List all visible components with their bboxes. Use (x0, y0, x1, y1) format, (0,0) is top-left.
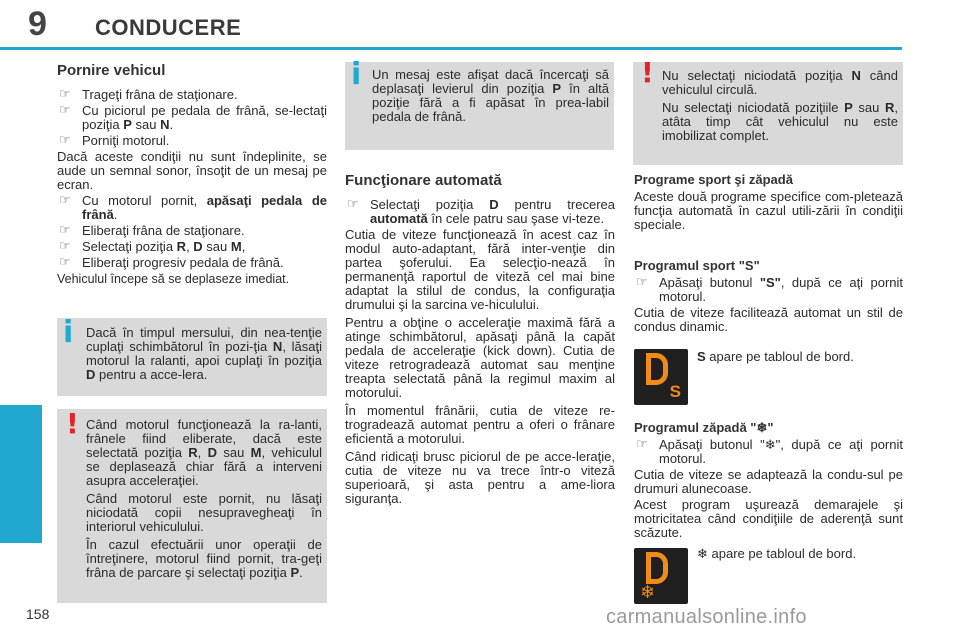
info-box-park (345, 57, 614, 150)
chapter-number: 9 (28, 5, 47, 43)
final-text: Vehiculul începe să se deplaseze imediat. (57, 272, 290, 286)
watermark: carmanualsonline.info (606, 606, 807, 628)
info-icon: i (351, 57, 362, 92)
hand-pointer-icon: ☞ (59, 254, 71, 269)
warning-box-neutral (633, 56, 903, 165)
snow-display-caption: ❄ apare pe tabloul de bord. (697, 546, 857, 561)
hand-pointer-icon: ☞ (59, 238, 71, 253)
sport-indicator: S (669, 382, 681, 401)
sport-program-title: Programul sport "S" (634, 258, 760, 273)
dashboard-snow-display (634, 548, 688, 604)
gear-d-indicator-icon (646, 552, 668, 584)
warning-text-2: Când motorul este pornit, nu lăsaţi niciodată copii nesupravegheaţi în interiorul vehiculului. (86, 491, 322, 534)
section-title-start: Pornire vehicul (57, 62, 166, 79)
info-text: Dacă în timpul mersului, din nea-tenţie cuplaţi schimbătorul în pozi-ţia N, lăsaţi motorul la ralanti, apoi cuplaţi în poziţia D pentru a acce-lera. (86, 325, 322, 382)
start-steps-list-2 (57, 194, 327, 270)
list-item: ☞ Cu motorul pornit, apăsaţi pedala de frână. (59, 192, 327, 222)
column-automatic (345, 172, 615, 506)
chapter-side-tab (0, 405, 42, 543)
info-box-neutral (57, 315, 327, 396)
warning-text-1: Nu selectaţi niciodată poziţia N când vehiculul circulă. (662, 68, 898, 97)
list-item: ☞ Selectaţi poziţia D pentru trecerea automată în cele patru sau şase vi-teze. (347, 196, 615, 226)
header-rule (0, 47, 902, 50)
list-item: ☞ Apăsaţi butonul "❄", după ce aţi pornit motorul. (636, 436, 903, 466)
list-item: ☞ Selectaţi poziţia R, D sau M, (59, 238, 246, 254)
paragraph: În momentul frânării, cutia de viteze re-trogradează automat pentru a oferi o frânare eficientă a motorului. (345, 403, 615, 446)
hand-pointer-icon: ☞ (59, 192, 71, 207)
snow-program-text-2: Acest program uşurează demarajele şi motricitatea când condiţiile de aderenţă sunt scăzute. (634, 497, 903, 540)
condition-text: Dacă aceste condiţii nu sunt îndeplinite, se aude un semnal sonor, însoţit de un mesaj pe ecran. (57, 149, 327, 192)
list-item: ☞ Trageţi frâna de staţionare. (59, 86, 238, 102)
list-item: ☞ Eliberaţi frâna de staţionare. (59, 222, 245, 238)
info-icon: i (63, 315, 74, 350)
sport-display-caption: S apare pe tabloul de bord. (697, 349, 854, 364)
sport-steps-list (634, 276, 903, 304)
snow-program-section (634, 420, 903, 540)
warning-text-2: Nu selectaţi niciodată poziţiile P sau R, atâta timp cât vehiculul nu este imobilizat complet. (662, 100, 899, 143)
snow-program-text-1: Cutia de viteze se adaptează la condu-sul pe drumuri alunecoase. (634, 467, 903, 496)
warning-text-3: În cazul efectuării unor operaţii de întreţinere, motorul fiind pornit, tra-geţi frâna de parcare şi selectaţi poziţia P. (86, 537, 322, 580)
start-steps-list (57, 88, 327, 148)
warning-icon: ! (66, 407, 79, 440)
paragraph: Cutia de viteze funcţionează în acest caz în modul auto-adaptant, fără inter-venţie din partea şoferului. Ea selecţio-nează în permanenţă raportul de viteză cel mai bine adaptat la stilul de condus, la configuraţia drumului şi la sarcina ve-hiculului. (345, 227, 615, 312)
programs-text: Aceste două programe specifice com-pletează funcţia automată în cazul utili-zării în condiţii speciale. (634, 189, 903, 232)
warning-box-idle (57, 409, 327, 603)
list-item: ☞ Eliberaţi progresiv pedala de frână. (59, 254, 284, 270)
warning-text-1: Când motorul funcţionează la ra-lanti, frânele fiind eliberate, dacă este selectată poziţia R, D sau M, vehiculul se deplasează chiar fără a interveni asupra acceleraţiei. (86, 417, 323, 488)
sport-program-section (634, 258, 903, 334)
column-start-vehicle (57, 62, 327, 286)
list-item: ☞ Porniţi motorul. (59, 132, 170, 148)
hand-pointer-icon: ☞ (59, 102, 71, 117)
sport-program-text: Cutia de viteze facilitează automat un stil de condus dinamic. (634, 305, 903, 334)
list-item: ☞ Cu piciorul pe pedala de frână, se-lectaţi poziţia P sau N. (59, 102, 327, 132)
info-text: Un mesaj este afişat dacă încercaţi să deplasaţi levierul din poziţia P în altă poziţie fără a fi apăsat în prea-labil pedala de frână. (372, 67, 609, 124)
snow-steps-list (634, 438, 903, 466)
snowflake-icon: ❄ (640, 582, 656, 602)
programs-title: Programe sport şi zăpadă (634, 172, 793, 187)
dashboard-sport-display (634, 349, 688, 405)
paragraph: Pentru a obţine o acceleraţie maximă fără a atinge schimbătorul, apăsaţi până la capăt pedala de acceleraţie (kick down). Cutia de viteze retrogradează automat sau menţine treapta selectată până la regimul maxim al motorului. (345, 315, 615, 400)
column-programs (634, 172, 903, 232)
hand-pointer-icon: ☞ (636, 274, 648, 289)
hand-pointer-icon: ☞ (59, 86, 71, 101)
list-item: ☞ Apăsaţi butonul "S", după ce aţi pornit motorul. (636, 274, 903, 304)
hand-pointer-icon: ☞ (347, 196, 359, 211)
section-title-automatic: Funcţionare automată (345, 172, 502, 189)
chapter-title: CONDUCERE (95, 15, 242, 40)
gear-d-indicator-icon (646, 353, 668, 385)
snow-program-title: Programul zăpadă "❄" (634, 420, 774, 435)
warning-icon: ! (641, 56, 654, 89)
paragraph: Când ridicaţi brusc piciorul de pe acce-leraţie, cutia de viteze nu va trece într-o viteză superioară, şi asta pentru a ame-liora siguranţa. (345, 449, 615, 506)
hand-pointer-icon: ☞ (59, 132, 71, 147)
automatic-steps-list (345, 198, 615, 226)
hand-pointer-icon: ☞ (59, 222, 71, 237)
hand-pointer-icon: ☞ (636, 436, 648, 451)
page-number: 158 (26, 606, 50, 622)
